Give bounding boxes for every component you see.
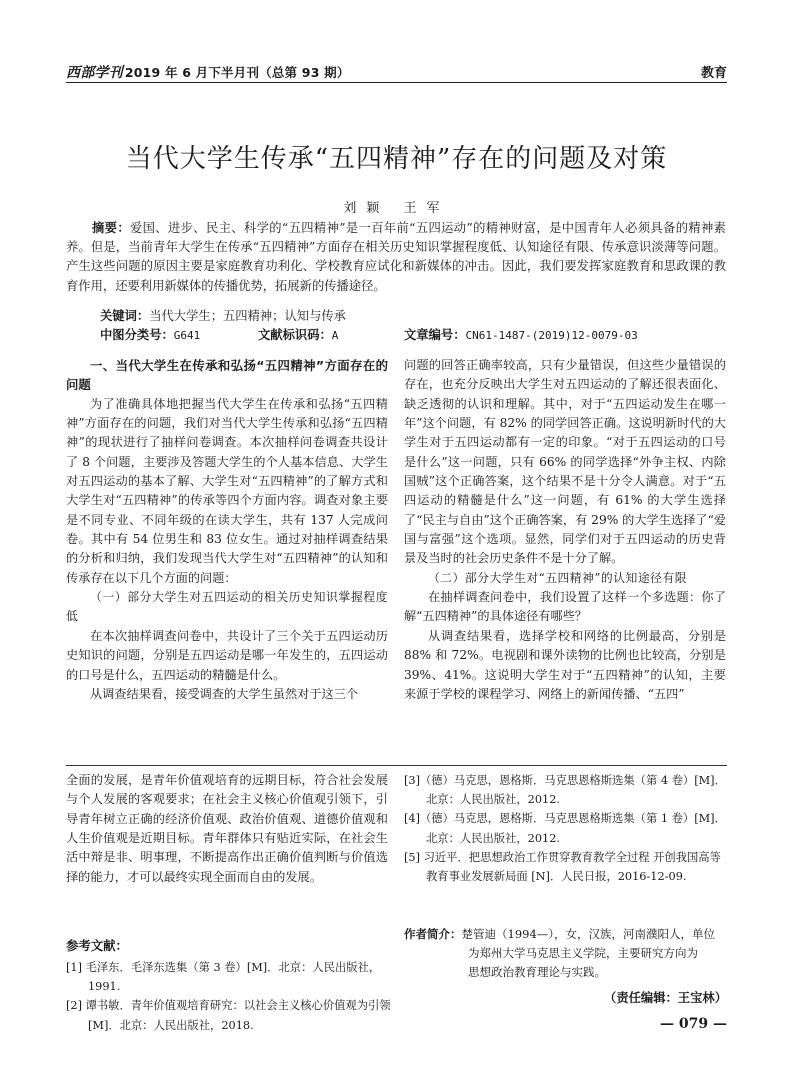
- paragraph: 问题的回答正确率较高，只有少量错误，但这些少量错误的存在，也充分反映出大学生对五四运动的了解还很表面化、缺乏透彻的认识和理解。其中，对于“五四运动发生在哪一年”这个问题，有 82% 的同学回答正确。这说明新时代的大学生对于五四运动都有一定的印象。“对于五四运动的口号是什么”这一问题，只有 66% 的同学选择“外争主权、内除国贼”这个正确答案，这个结果不是十分令人满意。对于“五四运动的精髓是什么”这一问题，有 61% 的大学生选择了“民主与自由”这个正确答案，有 29% 的大学生选择了“爱国与富强”这个选项。显然，同学们对于五四运动的历史背景及当时的社会历史条件不是十分了解。: [404, 358, 726, 566]
- reference-item: [3]（德）马克思，恩格斯．马克思恩格斯选集（第 4 卷）[M]．北京：人民出版社，2012.: [404, 774, 726, 807]
- page-divider: [66, 765, 727, 766]
- references-title: 参考文献：: [66, 938, 128, 953]
- article-number: 文章编号：CN61-1487-(2019)12-0079-03: [404, 328, 638, 342]
- body-column-right: [404, 356, 726, 704]
- responsible-editor: （责任编辑：王宝林）: [604, 991, 727, 1005]
- reference-item: [5] 习近平．把思想政治工作贯穿教育教学全过程 开创我国高等教育事业发展新局面 [N]．人民日报，2016-12-09.: [404, 850, 721, 884]
- doc-code: 文献标识码：A: [258, 328, 339, 342]
- paragraph: 从调查结果看，选择学校和网络的比例最高，分别是 88% 和 72%。电视剧和课外读物的比例也比较高，分别是 39%、41%。这说明大学生对于“五四精神”的认知，主要来源于学校的课程学习、网络上的新闻传播、“五四”: [404, 628, 726, 701]
- subsection-heading: （一）部分大学生对五四运动的相关历史知识掌握程度低: [66, 590, 388, 624]
- paragraph: 全面的发展，是青年价值观培育的远期目标，符合社会发展与个人发展的客观要求；在社会主义核心价值观引领下，引导青年树立正确的经济价值观、政治价值观、道德价值观和人生价值观是近期目标。青年群体只有贴近实际，在社会生活中辩是非、明事理，不断提高作出正确价值判断与价值选择的能力，才可以最终实现全面而自由的发展。: [66, 773, 388, 884]
- reference-item: [2] 谭书敏．青年价值观培育研究：以社会主义核心价值观为引领 [M]．北京：人民出版社，2018.: [66, 999, 391, 1032]
- journal-logo: 西部学刊: [66, 65, 123, 81]
- paragraph: 从调查结果看，接受调查的大学生虽然对于这三个: [90, 686, 359, 701]
- keywords-text: 当代大学生；五四精神；认知与传承: [149, 309, 346, 323]
- keywords: [100, 306, 346, 324]
- references-list-right: [404, 771, 726, 886]
- page-number: — 079 —: [660, 1016, 727, 1032]
- section-label: 教育: [700, 66, 727, 81]
- bio-label: 作者简介：: [404, 927, 462, 941]
- article-title: 当代大学生传承“五四精神”存在的问题及对策: [125, 144, 668, 174]
- clc-number: 中图分类号：G641: [100, 328, 201, 342]
- keywords-label: 关键词：: [100, 309, 150, 323]
- continued-text: [66, 771, 388, 887]
- reference-item: [4]（德）马克思，恩格斯．马克思恩格斯选集（第 1 卷）[M]．北京：人民出版社，2012.: [404, 812, 726, 845]
- article-authors: 刘颖 王军: [343, 201, 450, 216]
- paragraph: 在本次抽样调查问卷中，共设计了三个关于五四运动历史知识的问题，分别是五四运动是哪一年发生的，五四运动的口号是什么，五四运动的精髓是什么。: [66, 628, 388, 682]
- abstract: [66, 219, 726, 296]
- abstract-label: 摘要：: [92, 221, 130, 235]
- subsection-heading: （二）部分大学生对“五四精神”的认知途径有限: [428, 570, 688, 585]
- header-rule: [66, 82, 727, 83]
- references-list-left: [66, 958, 392, 1035]
- reference-item: [1] 毛泽东．毛泽东选集（第 3 卷）[M]．北京：人民出版社，1991.: [66, 961, 381, 994]
- issue-info: 2019 年 6 月下半月刊（总第 93 期）: [124, 65, 350, 80]
- paragraph: 在抽样调查问卷中，我们设置了这样一个多选题：你了解“五四精神”的具体途径有哪些？: [404, 590, 726, 624]
- running-header-journal: [66, 62, 350, 82]
- abstract-text: 爱国、进步、民主、科学的“五四精神”是一百年前“五四运动”的精神财富，是中国青年人必须具备的精神素养。但是，当前青年大学生在传承“五四精神”方面存在相关历史知识掌握程度低、认知途径有限、传承意识淡薄等问题。产生这些问题的原因主要是家庭教育功利化、学校教育应试化和新媒体的冲击。因此，我们要发挥家庭教育和思政课的教育作用，还要利用新媒体的传播优势，拓展新的传播途径。: [66, 221, 726, 293]
- paragraph: 为了准确具体地把握当代大学生在传承和弘扬“五四精神”方面存在的问题，我们对当代大学生传承和弘扬“五四精神”的现状进行了抽样问卷调查。本次抽样问卷调查共设计了 8 个问题，主要涉及答题大学生的个人基本信息、大学生对五四运动的基本了解、大学生对“五四精神”的了解方式和大学生对“五四精神”的传承等四个方面内容。调查对象主要是不同专业、不同年级的在读大学生，共有 137 人完成问卷。其中有 54 位男生和 83 位女生。通过对抽样调查结果的分析和归纳，我们发现当代大学生对“五四精神”的认知和传承存在以下几个方面的问题：: [66, 396, 388, 585]
- section-heading: 一、当代大学生在传承和弘扬“五四精神”方面存在的问题: [66, 358, 388, 393]
- body-column-left: [66, 356, 388, 704]
- author-bio: 作者简介：楚管迪（1994—），女，汉族，河南濮阳人，单位 为郑州大学马克思主义学院，主要研究方向为 思想政治教育理论与实践。: [404, 927, 716, 980]
